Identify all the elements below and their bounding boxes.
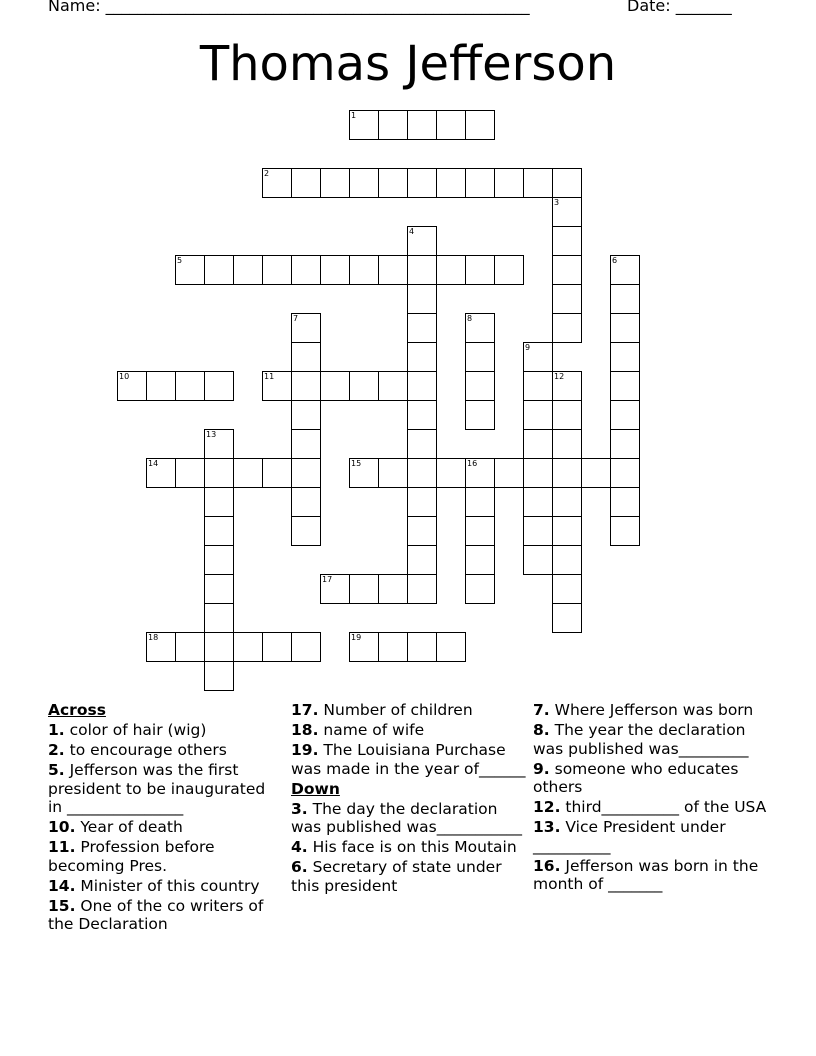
crossword-cell[interactable] <box>320 255 350 285</box>
crossword-cell[interactable] <box>262 632 292 662</box>
clues-column-3 <box>533 701 769 895</box>
crossword-cell[interactable] <box>407 400 437 430</box>
clue-number: 15 <box>351 459 362 468</box>
crossword-cell[interactable] <box>552 284 582 314</box>
crossword-cell[interactable] <box>291 458 321 488</box>
crossword-cell[interactable] <box>465 545 495 575</box>
clue-number: 19 <box>351 633 362 642</box>
crossword-cell[interactable] <box>552 574 582 604</box>
crossword-cell[interactable] <box>436 110 466 140</box>
clues-column-1 <box>48 701 284 935</box>
crossword-cell[interactable] <box>465 110 495 140</box>
down-clue: 3. The day the declaration was published was___________ <box>291 799 522 836</box>
crossword-cell[interactable] <box>349 574 379 604</box>
crossword-cell[interactable] <box>175 255 205 285</box>
crossword-cell[interactable] <box>581 458 611 488</box>
down-clue: 8. The year the declaration was published was_________ <box>533 721 749 758</box>
crossword-cell[interactable] <box>610 342 640 372</box>
crossword-cell[interactable] <box>378 458 408 488</box>
crossword-cell[interactable] <box>204 603 234 633</box>
crossword-cell[interactable] <box>320 168 350 198</box>
crossword-cell[interactable] <box>407 342 437 372</box>
across-heading: Across <box>48 701 106 719</box>
clue-number: 13 <box>206 430 217 439</box>
crossword-cell[interactable] <box>204 516 234 546</box>
crossword-cell[interactable] <box>523 342 553 372</box>
crossword-cell[interactable] <box>262 458 292 488</box>
crossword-cell[interactable] <box>552 226 582 256</box>
down-heading: Down <box>291 779 340 798</box>
clue-number: 18 <box>148 633 159 642</box>
clue-number: 5 <box>177 256 183 265</box>
crossword-cell[interactable] <box>610 371 640 401</box>
date-field-label: Date: _______ <box>627 0 732 15</box>
crossword-cell[interactable] <box>349 371 379 401</box>
crossword-cell[interactable] <box>436 168 466 198</box>
crossword-cell[interactable] <box>465 168 495 198</box>
crossword-cell[interactable] <box>262 168 292 198</box>
across-clue: 10. Year of death <box>48 818 183 836</box>
crossword-cell[interactable] <box>146 371 176 401</box>
crossword-cell[interactable] <box>291 168 321 198</box>
across-clue: 19. The Louisiana Purchase was made in the year of______ <box>291 741 526 778</box>
crossword-cell[interactable] <box>175 458 205 488</box>
crossword-cell[interactable] <box>436 255 466 285</box>
crossword-cell[interactable] <box>552 255 582 285</box>
name-field-label: Name: _____________________________________________________ <box>48 0 530 15</box>
crossword-cell[interactable] <box>552 458 582 488</box>
crossword-cell[interactable] <box>407 371 437 401</box>
across-clue: 14. Minister of this country <box>48 876 260 895</box>
crossword-cell[interactable] <box>436 632 466 662</box>
crossword-cell[interactable] <box>204 429 234 459</box>
clue-number: 16 <box>467 459 478 468</box>
crossword-cell[interactable] <box>407 458 437 488</box>
crossword-cell[interactable] <box>610 400 640 430</box>
crossword-cell[interactable] <box>204 371 234 401</box>
crossword-cell[interactable] <box>349 458 379 488</box>
crossword-cell[interactable] <box>436 458 466 488</box>
crossword-cell[interactable] <box>378 371 408 401</box>
crossword-cell[interactable] <box>262 255 292 285</box>
down-clue: 6. Secretary of state under this president <box>291 858 502 895</box>
crossword-cell[interactable] <box>204 487 234 517</box>
crossword-cell[interactable] <box>204 255 234 285</box>
crossword-cell[interactable] <box>233 632 263 662</box>
across-clue: 2. to encourage others <box>48 741 227 759</box>
clue-number: 10 <box>119 372 130 381</box>
crossword-cell[interactable] <box>494 168 524 198</box>
crossword-cell[interactable] <box>465 342 495 372</box>
crossword-cell[interactable] <box>291 516 321 546</box>
clue-number: 7 <box>293 314 299 323</box>
clue-number: 17 <box>322 575 333 584</box>
crossword-cell[interactable] <box>117 371 147 401</box>
across-clue: 15. One of the co writers of the Declaration <box>48 896 264 933</box>
across-clue: 11. Profession before becoming Pres. <box>48 838 215 875</box>
crossword-cell[interactable] <box>552 371 582 401</box>
crossword-cell[interactable] <box>407 516 437 546</box>
crossword-cell[interactable] <box>291 371 321 401</box>
crossword-cell[interactable] <box>523 458 553 488</box>
clue-number: 3 <box>554 198 560 207</box>
clue-number: 14 <box>148 459 159 468</box>
crossword-cell[interactable] <box>233 255 263 285</box>
crossword-cell[interactable] <box>523 371 553 401</box>
crossword-cell[interactable] <box>349 255 379 285</box>
crossword-cell[interactable] <box>465 516 495 546</box>
crossword-cell[interactable] <box>407 255 437 285</box>
crossword-cell[interactable] <box>610 313 640 343</box>
crossword-cell[interactable] <box>610 487 640 517</box>
crossword-cell[interactable] <box>465 487 495 517</box>
down-clue: 12. third__________ of the USA <box>533 798 767 816</box>
crossword-cell[interactable] <box>610 255 640 285</box>
crossword-cell[interactable] <box>407 313 437 343</box>
crossword-cell[interactable] <box>465 574 495 604</box>
crossword-cell[interactable] <box>465 371 495 401</box>
clue-number: 12 <box>554 372 565 381</box>
crossword-cell[interactable] <box>407 284 437 314</box>
crossword-cell[interactable] <box>494 255 524 285</box>
crossword-cell[interactable] <box>291 429 321 459</box>
clue-number: 6 <box>612 256 618 265</box>
crossword-cell[interactable] <box>320 371 350 401</box>
across-clue: 5. Jefferson was the first president to be inaugurated in _______________ <box>48 761 266 816</box>
crossword-cell[interactable] <box>523 516 553 546</box>
crossword-cell[interactable] <box>407 574 437 604</box>
crossword-cell[interactable] <box>349 168 379 198</box>
crossword-cell[interactable] <box>465 458 495 488</box>
crossword-cell[interactable] <box>552 168 582 198</box>
crossword-cell[interactable] <box>233 458 263 488</box>
across-clue: 1. color of hair (wig) <box>48 721 207 739</box>
crossword-cell[interactable] <box>610 284 640 314</box>
crossword-cell[interactable] <box>291 400 321 430</box>
crossword-cell[interactable] <box>262 371 292 401</box>
crossword-cell[interactable] <box>407 632 437 662</box>
crossword-cell[interactable] <box>378 110 408 140</box>
down-clue: 4. His face is on this Moutain <box>291 838 517 856</box>
clue-number: 8 <box>467 314 473 323</box>
crossword-cell[interactable] <box>552 603 582 633</box>
crossword-cell[interactable] <box>146 632 176 662</box>
crossword-cell[interactable] <box>465 313 495 343</box>
crossword-cell[interactable] <box>378 168 408 198</box>
crossword-cell[interactable] <box>523 487 553 517</box>
crossword-cell[interactable] <box>523 400 553 430</box>
crossword-cell[interactable] <box>523 168 553 198</box>
clue-number: 11 <box>264 372 275 381</box>
crossword-cell[interactable] <box>407 168 437 198</box>
crossword-cell[interactable] <box>175 632 205 662</box>
clue-number: 9 <box>525 343 531 352</box>
crossword-cell[interactable] <box>407 226 437 256</box>
crossword-cell[interactable] <box>349 632 379 662</box>
down-clue: 7. Where Jefferson was born <box>533 701 754 719</box>
crossword-cell[interactable] <box>552 400 582 430</box>
across-clue: 17. Number of children <box>291 701 473 719</box>
crossword-cell[interactable] <box>523 545 553 575</box>
crossword-cell[interactable] <box>204 545 234 575</box>
crossword-cell[interactable] <box>523 429 553 459</box>
clue-number: 4 <box>409 227 415 236</box>
clue-number: 1 <box>351 111 357 120</box>
crossword-cell[interactable] <box>291 487 321 517</box>
down-clue: 13. Vice President under __________ <box>533 818 726 855</box>
crossword-cell[interactable] <box>552 545 582 575</box>
clues-column-2 <box>291 701 527 897</box>
crossword-cell[interactable] <box>204 661 234 691</box>
crossword-cell[interactable] <box>407 110 437 140</box>
crossword-cell[interactable] <box>610 429 640 459</box>
crossword-cell[interactable] <box>552 487 582 517</box>
crossword-cell[interactable] <box>378 632 408 662</box>
crossword-cell[interactable] <box>291 255 321 285</box>
crossword-cell[interactable] <box>378 574 408 604</box>
across-clue: 18. name of wife <box>291 721 425 739</box>
crossword-cell[interactable] <box>552 429 582 459</box>
crossword-cell[interactable] <box>407 429 437 459</box>
crossword-cell[interactable] <box>465 400 495 430</box>
crossword-cell[interactable] <box>291 632 321 662</box>
down-clue: 9. someone who educates others <box>533 759 739 796</box>
crossword-cell[interactable] <box>552 516 582 546</box>
crossword-cell[interactable] <box>552 197 582 227</box>
crossword-cell[interactable] <box>204 458 234 488</box>
crossword-cell[interactable] <box>204 574 234 604</box>
crossword-cell[interactable] <box>291 313 321 343</box>
crossword-cell[interactable] <box>378 255 408 285</box>
crossword-cell[interactable] <box>610 516 640 546</box>
crossword-cell[interactable] <box>610 458 640 488</box>
clue-number: 2 <box>264 169 270 178</box>
crossword-cell[interactable] <box>494 458 524 488</box>
page-title: Thomas Jefferson <box>199 36 617 92</box>
crossword-cell[interactable] <box>349 110 379 140</box>
down-clue: 16. Jefferson was born in the month of _______ <box>533 856 759 893</box>
crossword-cell[interactable] <box>552 313 582 343</box>
crossword-cell[interactable] <box>407 545 437 575</box>
crossword-cell[interactable] <box>175 371 205 401</box>
crossword-cell[interactable] <box>465 255 495 285</box>
crossword-cell[interactable] <box>407 487 437 517</box>
crossword-cell[interactable] <box>146 458 176 488</box>
crossword-cell[interactable] <box>320 574 350 604</box>
crossword-cell[interactable] <box>204 632 234 662</box>
crossword-cell[interactable] <box>291 342 321 372</box>
